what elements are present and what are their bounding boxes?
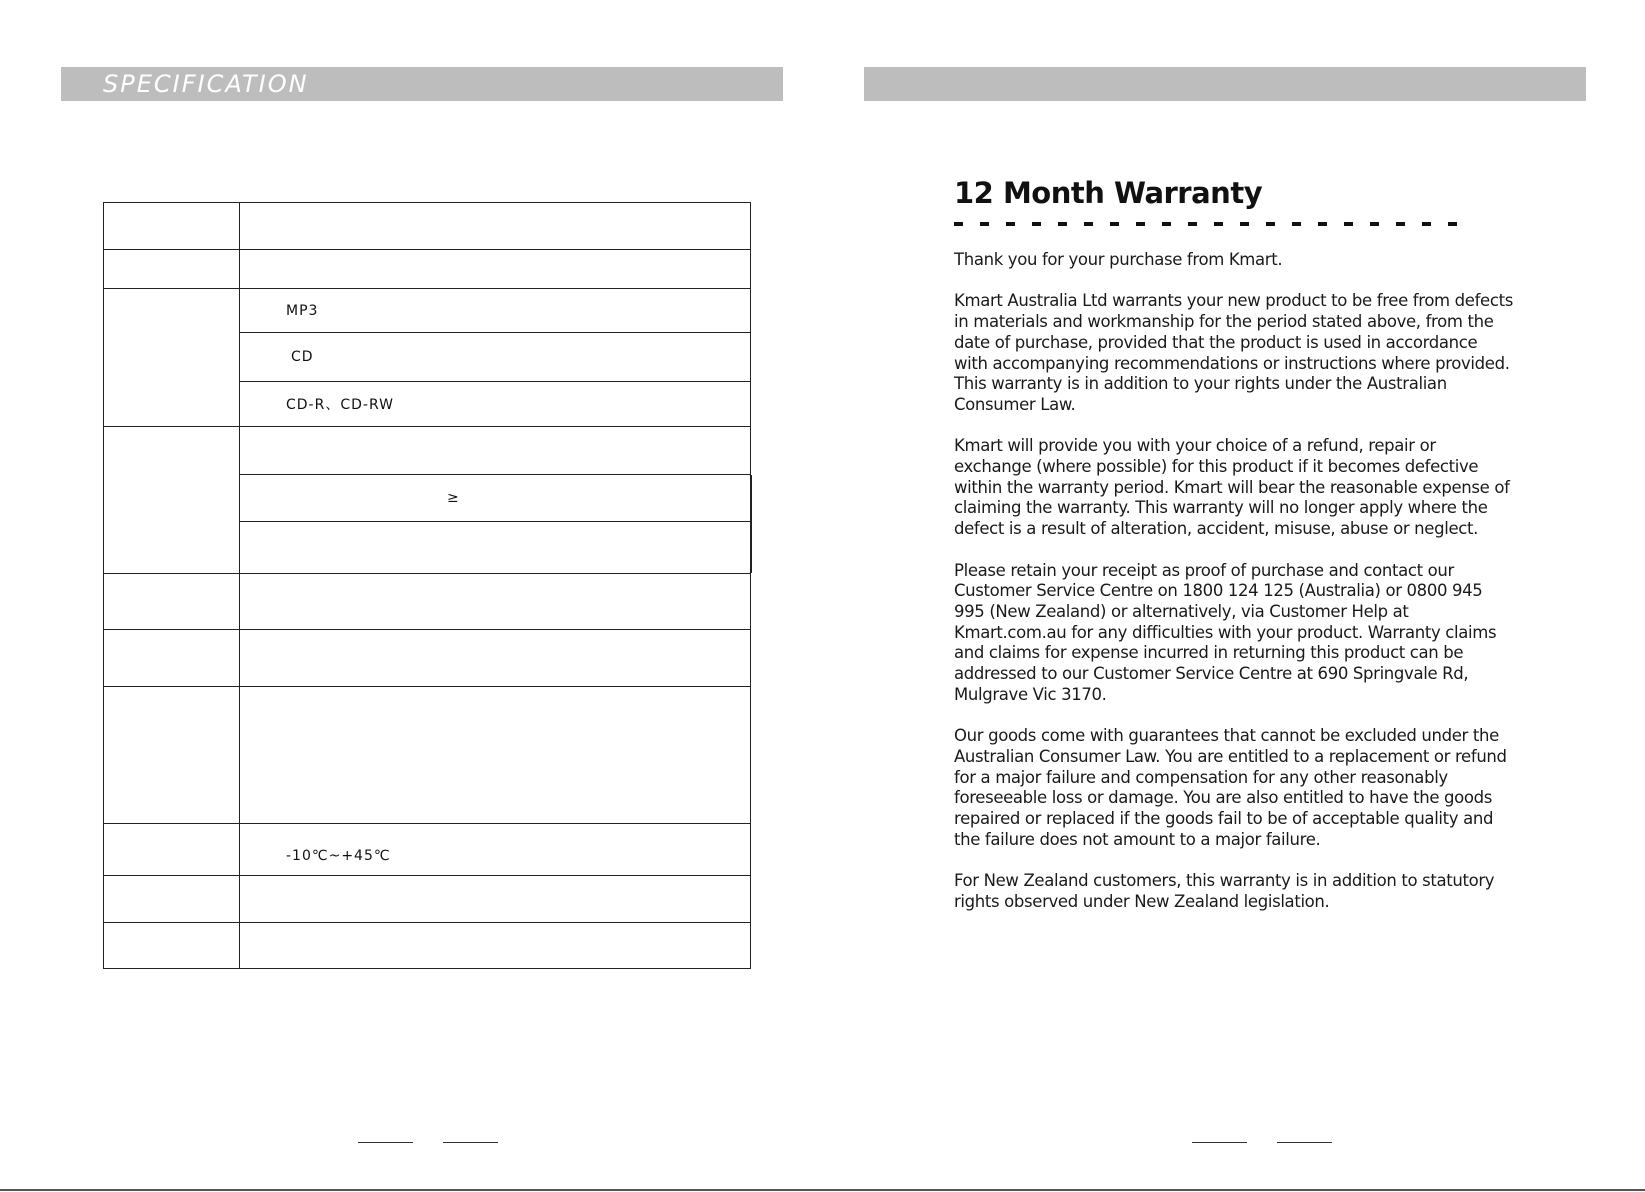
warranty-paragraph: Please retain your receipt as proof of purchase and contact our Customer Service Centre on 1800 124 125 (Australia) or 0800 945 995 (New Zealand) or alternatively, via Customer Help at Kmart.com.au for any difficulties with your product. Warranty claims and claims for expense incurred in returning this product can be addressed to our Customer Service Centre at 690 Springvale Rd, Mulgrave Vic 3170. [954,560,1497,704]
spec-value-cell [240,630,751,686]
specification-title: SPECIFICATION [103,70,309,98]
spec-label-cell [104,574,240,629]
spec-value-group [240,923,751,968]
right-page [822,0,1645,1192]
spec-value-temperature: -10℃~+45℃ [240,824,751,875]
spec-label-cell [104,824,240,875]
spec-label-cell [104,250,240,288]
page-number-blank-line [1192,1142,1247,1143]
spec-value-group [240,250,751,288]
spec-row [104,574,751,630]
dashed-divider [954,222,1474,226]
page-number-blank-line [1277,1142,1332,1143]
spec-row [104,427,751,574]
spec-value-group [240,203,751,249]
specification-table [103,202,751,969]
warranty-paragraph: For New Zealand customers, this warranty is in addition to statutory rights observed under New Zealand legislation. [954,871,1495,911]
spec-value-group [240,427,751,573]
page-number-blank-line [443,1142,498,1143]
warranty-paragraph: Our goods come with guarantees that cannot be excluded under the Australian Consumer Law. You are entitled to a replacement or refund for a major failure and compensation for any other reasonably foreseeable loss or damage. You are also entitled to have the goods repaired or replaced if the goods fail to be of acceptable quality and the failure does not amount to a major failure. [954,726,1507,849]
spec-label-cell [104,203,240,249]
spec-value-cell [240,427,751,475]
spec-value-cell [240,203,751,249]
spec-label-cell [104,687,240,823]
spec-value-group [240,876,751,922]
spec-row-operating-temperature [104,824,751,876]
spec-row [104,630,751,687]
warranty-title: 12 Month Warranty [954,176,1263,210]
bottom-edge-rule [0,1189,1645,1191]
spec-row [104,923,751,969]
spec-value-cd: CD [240,333,751,382]
spec-row [104,250,751,289]
page-number-blank-line [358,1142,413,1143]
spec-label-cell [104,876,240,922]
spec-value-group [240,289,751,426]
spec-value-cdr-cdrw: CD-R、CD-RW [240,382,751,426]
spec-value-group [240,687,751,823]
warranty-paragraph: Kmart Australia Ltd warrants your new product to be free from defects in materials and workmanship for the period stated above, from the date of purchase, provided that the product is used in accordance with accompanying recommendations or instructions where provided. This warranty is in addition to your rights under the Australian Consumer Law. [954,291,1513,414]
spec-value-cell [240,923,751,968]
spec-value-group [240,574,751,629]
warranty-paragraph: Thank you for your purchase from Kmart. [954,250,1283,269]
spec-label-cell [104,427,240,573]
warranty-paragraph: Kmart will provide you with your choice of a refund, repair or exchange (where possible) for this product if it becomes defective within the warranty period. Kmart will bear the reasonable expense of claiming the warranty. This warranty will no longer apply where the defect is a result of alteration, accident, misuse, abuse or neglect. [954,436,1510,539]
spec-label-cell [104,289,240,426]
left-page [0,0,822,1192]
spec-value-group [240,630,751,686]
spec-row [104,203,751,250]
spec-label-cell [104,630,240,686]
spec-label-cell [104,923,240,968]
spec-value-cell [240,574,751,629]
spec-value-group [240,824,751,875]
spec-row [104,687,751,824]
specification-header-bar [61,67,783,101]
spec-value-cell [240,876,751,922]
spec-value-cell: ≥ [240,475,752,522]
spec-value-cell [240,250,751,288]
spec-value-cell [240,522,752,573]
spec-row-disc-formats [104,289,751,427]
warranty-header-bar [864,67,1586,101]
spec-row [104,876,751,923]
warranty-body [954,250,1514,933]
spec-value-cell [240,687,751,823]
spec-value-mp3: MP3 [240,289,751,333]
